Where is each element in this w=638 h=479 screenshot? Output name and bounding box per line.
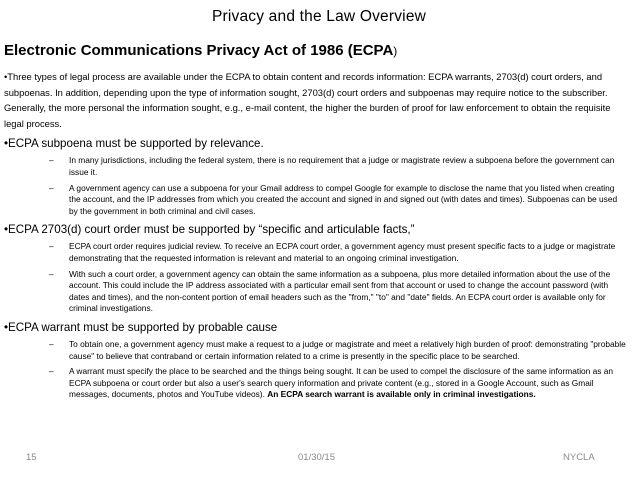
subpoena-heading: •ECPA subpoena must be supported by relevance.: [4, 137, 264, 151]
list-item-text: To obtain one, a government agency must make a request to a judge or magistrate and meet a relatively high burden of proof: demonstrating "probable cause" to believe that contraband or certain information related to a crime is presently in the specific place to be searched.: [69, 338, 626, 361]
heading-text: Electronic Communications Privacy Act of 1986 (ECPA: [4, 42, 394, 59]
dash-bullet: –: [49, 241, 54, 252]
list-item-text: A government agency can use a subpoena for your Gmail address to compel Google for example to disclose the name that you listed when creating the account, and the IP addresses from which you created the account and signed in and signed out (with dates and times). Subpoenas can be used by the government in both criminal and civil cases.: [69, 182, 618, 216]
list-item: [4, 241, 632, 264]
list-item: [4, 183, 632, 218]
dash-bullet: –: [49, 366, 54, 377]
list-item-text: ECPA court order requires judicial review. To receive an ECPA court order, a government agency must present specific facts to a judge or magistrate demonstrating that the requested information is relevant and material to an ongoing criminal investigation.: [69, 241, 616, 263]
court-order-heading: •ECPA 2703(d) court order must be supported by “specific and articulable facts,”: [4, 223, 415, 237]
dash-bullet: –: [49, 338, 54, 349]
dash-bullet: –: [49, 155, 54, 166]
slide-date: 01/30/15: [298, 452, 335, 463]
slide-body: [4, 69, 632, 401]
warrant-detail-text: A warrant must specify the place to be searched and the things being sought. It can be used to compel the disclosure of the same information as an ECPA subpoena or court order but also a user's search query information and private content (e.g., stored in a Google Account, such as Gmail messages, documents, photos and YouTube videos).: [69, 366, 614, 400]
list-item: [4, 155, 632, 178]
list-item-text: In many jurisdictions, including the federal system, there is no requirement that a judge or magistrate review a subpoena before the government can issue it.: [69, 155, 615, 177]
list-item: [4, 269, 632, 315]
dash-bullet: –: [49, 268, 54, 279]
list-item-text: [69, 366, 613, 399]
section-heading: [4, 42, 634, 59]
slide-title: Privacy and the Law Overview: [211, 8, 427, 25]
list-item: [4, 366, 632, 401]
list-item: [4, 339, 632, 362]
intro-paragraph: •Three types of legal process are available under the ECPA to obtain content and records information: ECPA warrants, 2703(d) court orders, and subpoenas. In addition, depending upon the type of information sought, 2703(d) court orders and subpoenas may require notice to the subscriber. Generally, the more personal the information sought, e.g., e-mail content, the higher the burden of proof for law enforcement to obtain the requisite legal process.: [4, 71, 611, 129]
heading-paren: ): [393, 44, 398, 58]
slide-org: NYCLA: [563, 452, 595, 463]
list-item-text: With such a court order, a government agency can obtain the same information as a subpoena, plus more detailed information about the use of the account. This could include the IP address associated with a particular email sent from that account or used to change the account password (with dates and times), and the non-content portion of email headers such as the "from," "to" and "date" fields. An ECPA court order is available only for criminal investigations.: [69, 268, 611, 314]
dash-bullet: –: [49, 182, 54, 193]
slide-number: 15: [26, 452, 37, 463]
warrant-heading: •ECPA warrant must be supported by probable cause: [4, 320, 278, 334]
warrant-bold-note: An ECPA search warrant is available only in criminal investigations.: [267, 389, 536, 400]
